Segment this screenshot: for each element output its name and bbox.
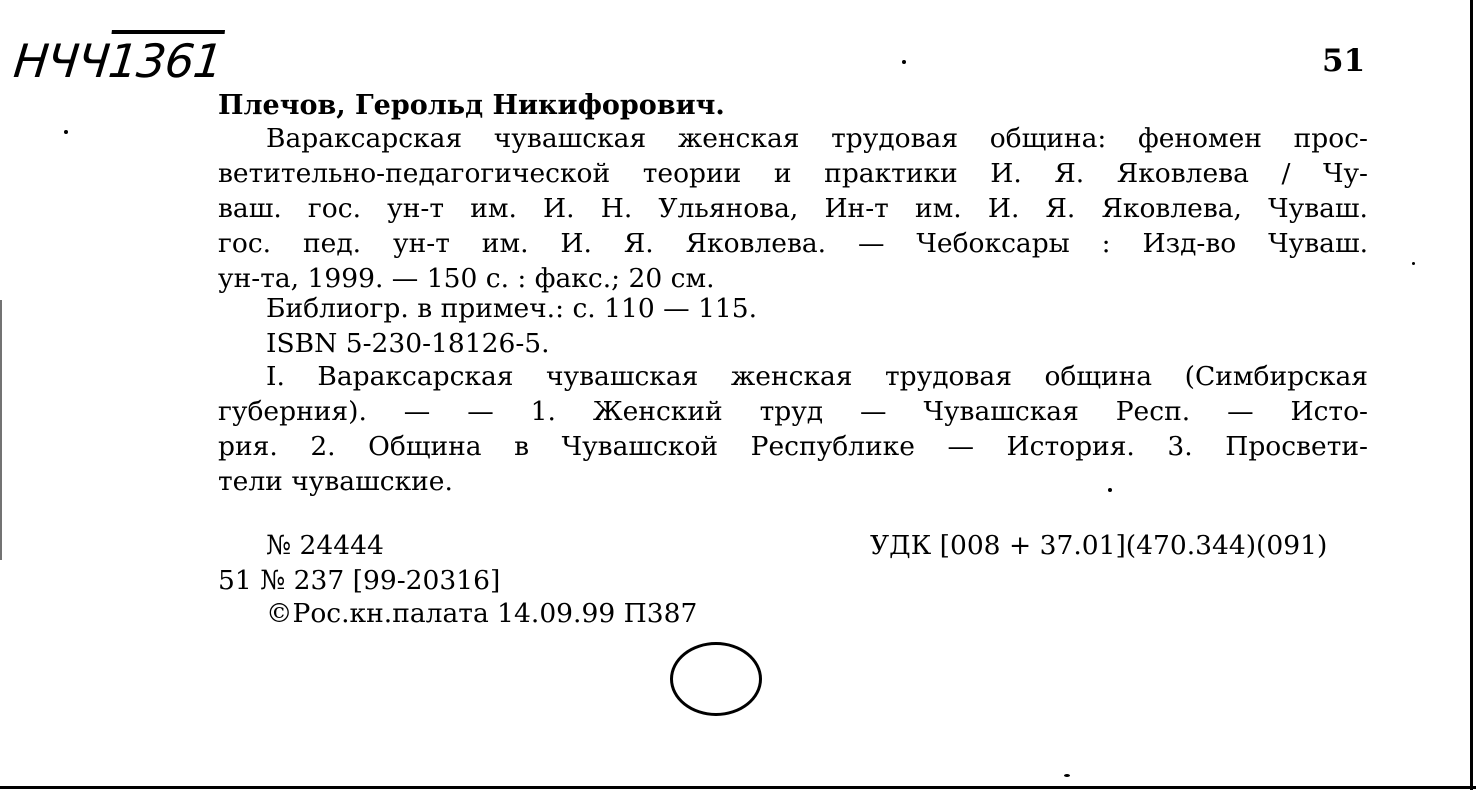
title-line: гос. пед. ун-т им. И. Я. Яковлева. — Чебоксары : Изд-во Чуваш. bbox=[218, 231, 1368, 259]
ink-speck bbox=[1064, 774, 1070, 777]
title-line: ун-та, 1999. — 150 с. : факс.; 20 см. bbox=[218, 266, 715, 294]
copyright-line: ©Рос.кн.палата 14.09.99 П387 bbox=[266, 598, 698, 629]
card-bottom-edge bbox=[0, 786, 1476, 789]
subject-line: губерния). — — 1. Женский труд — Чувашская Респ. — Исто- bbox=[218, 399, 1368, 427]
handwritten-number: 1361 bbox=[105, 34, 225, 88]
udk-code: УДК [008 + 37.01](470.344)(091) bbox=[870, 530, 1328, 561]
title-line: Вараксарская чувашская женская трудовая община: феномен прос- bbox=[266, 126, 1368, 154]
title-description bbox=[218, 126, 1368, 301]
handwritten-shelfmark bbox=[11, 34, 225, 88]
record-number: № 24444 bbox=[266, 530, 384, 561]
national-number: 51 № 237 [99-20316] bbox=[218, 565, 501, 596]
title-line: ветительно-педагогической теории и практики И. Я. Яковлева / Чу- bbox=[218, 161, 1368, 189]
ink-speck bbox=[902, 60, 906, 64]
title-line: ваш. гос. ун-т им. И. Н. Ульянова, Ин-т им. И. Я. Яковлева, Чуваш. bbox=[218, 196, 1368, 224]
subject-line: I. Вараксарская чувашская женская трудовая община (Симбирская bbox=[266, 364, 1368, 392]
card-left-edge bbox=[0, 300, 2, 560]
subject-line: рия. 2. Община в Чувашской Республике — История. 3. Просвети- bbox=[218, 434, 1368, 462]
ink-speck bbox=[1108, 488, 1112, 492]
subject-line: тели чувашские. bbox=[218, 469, 453, 497]
handwritten-code: НЧЧ bbox=[11, 34, 112, 88]
subject-headings bbox=[218, 364, 1368, 504]
isbn: ISBN 5-230-18126-5. bbox=[266, 328, 550, 359]
ink-speck bbox=[1412, 262, 1415, 265]
page-number: 51 bbox=[1322, 43, 1366, 79]
card-right-edge bbox=[1470, 0, 1473, 790]
ink-speck bbox=[64, 130, 68, 134]
stamp-circle bbox=[670, 642, 762, 716]
bibliography-note: Библиогр. в примеч.: с. 110 — 115. bbox=[266, 293, 758, 324]
author-heading: Плечов, Герольд Никифорович. bbox=[218, 90, 725, 121]
